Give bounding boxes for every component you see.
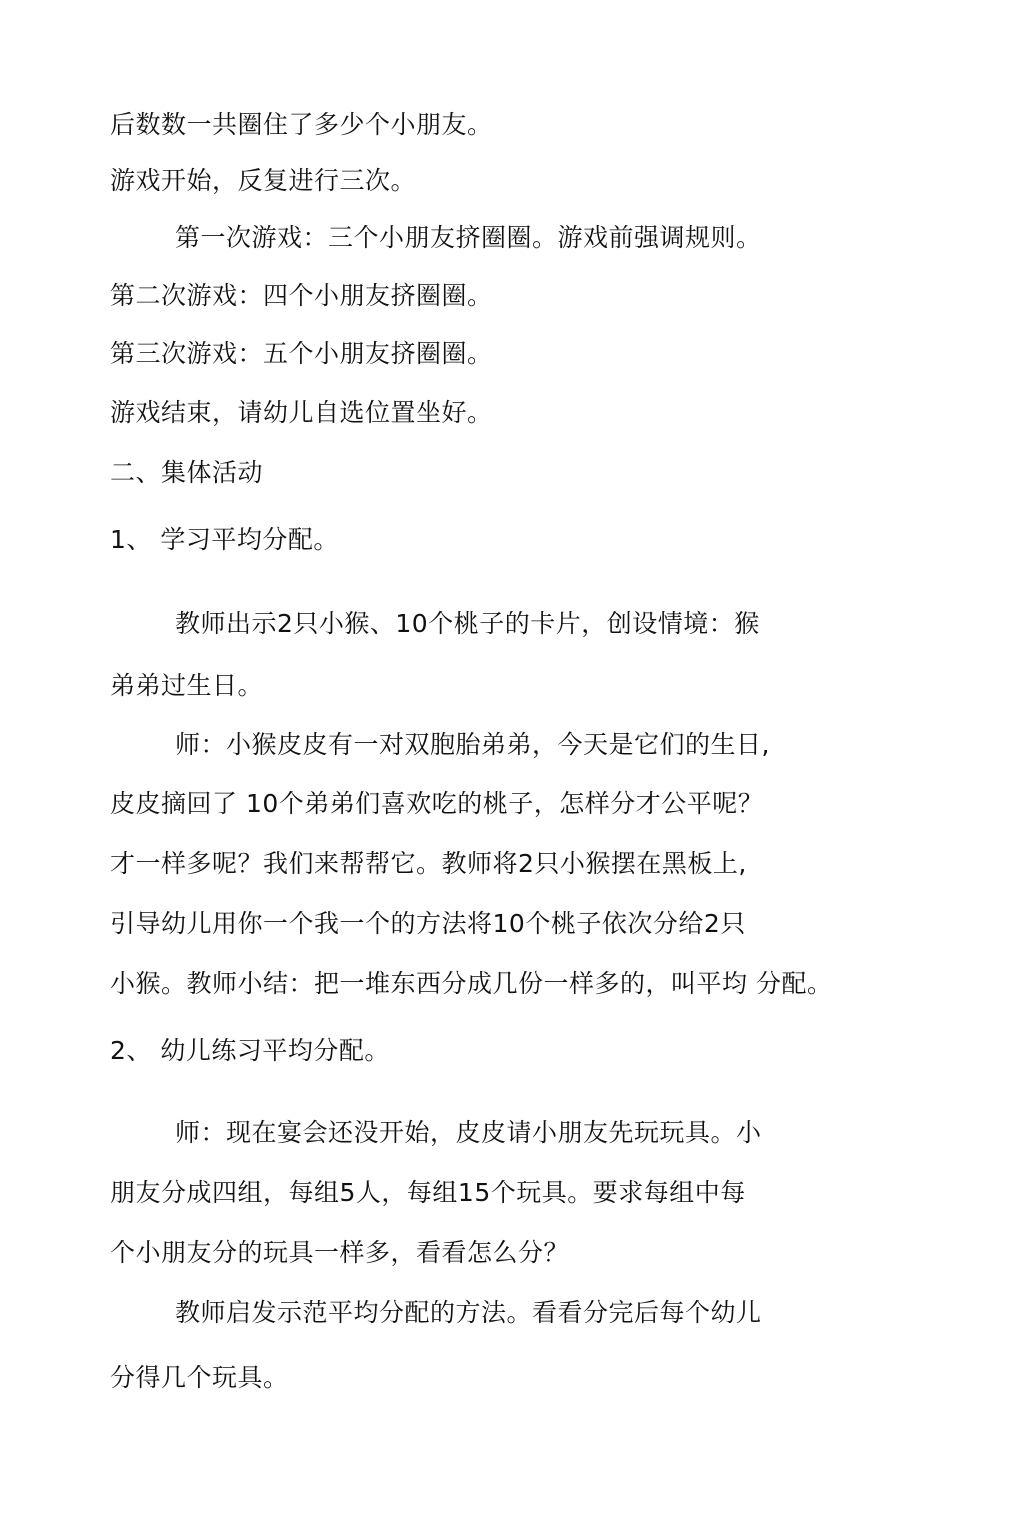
text-line-14: 引导幼儿用你一个我一个的方法将10个桃子依次分给2只 (110, 909, 746, 938)
text-line-2: 游戏开始，反复进行三次。 (110, 166, 417, 195)
text-line-17: 师：现在宴会还没开始，皮皮请小朋友先玩玩具。小 (175, 1118, 762, 1147)
text-line-18: 朋友分成四组，每组5人，每组15个玩具。要求每组中每 (110, 1178, 746, 1207)
text-line-10: 弟弟过生日。 (110, 671, 264, 700)
section-heading: 二、集体活动 (110, 458, 264, 487)
text-line-15: 小猴。教师小结：把一堆东西分成几份一样多的，叫平均 分配。 (110, 969, 833, 998)
text-line-4: 第二次游戏：四个小朋友挤圈圈。 (110, 281, 493, 310)
text-line-1: 后数数一共圈住了多少个小朋友。 (110, 110, 493, 139)
text-line-3: 第一次游戏：三个小朋友挤圈圈。游戏前强调规则。 (175, 223, 762, 252)
text-line-12: 皮皮摘回了 10个弟弟们喜欢吃的桃子，怎样分才公平呢？ (110, 789, 764, 818)
text-line-5: 第三次游戏：五个小朋友挤圈圈。 (110, 339, 493, 368)
text-line-9: 教师出示2只小猴、10个桃子的卡片，创设情境：猴 (175, 609, 760, 638)
subsection-heading-1: 1、 学习平均分配。 (110, 525, 339, 554)
text-line-6: 游戏结束，请幼儿自选位置坐好。 (110, 398, 493, 427)
text-line-21: 分得几个玩具。 (110, 1363, 289, 1392)
subsection-heading-2: 2、 幼儿练习平均分配。 (110, 1036, 390, 1065)
text-line-19: 个小朋友分的玩具一样多，看看怎么分？ (110, 1238, 570, 1267)
text-line-20: 教师启发示范平均分配的方法。看看分完后每个幼儿 (175, 1298, 762, 1327)
text-line-13: 才一样多呢？我们来帮帮它。教师将2只小猴摆在黑板上, (110, 849, 747, 878)
text-line-11: 师：小猴皮皮有一对双胞胎弟弟，今天是它们的生日, (175, 730, 770, 759)
